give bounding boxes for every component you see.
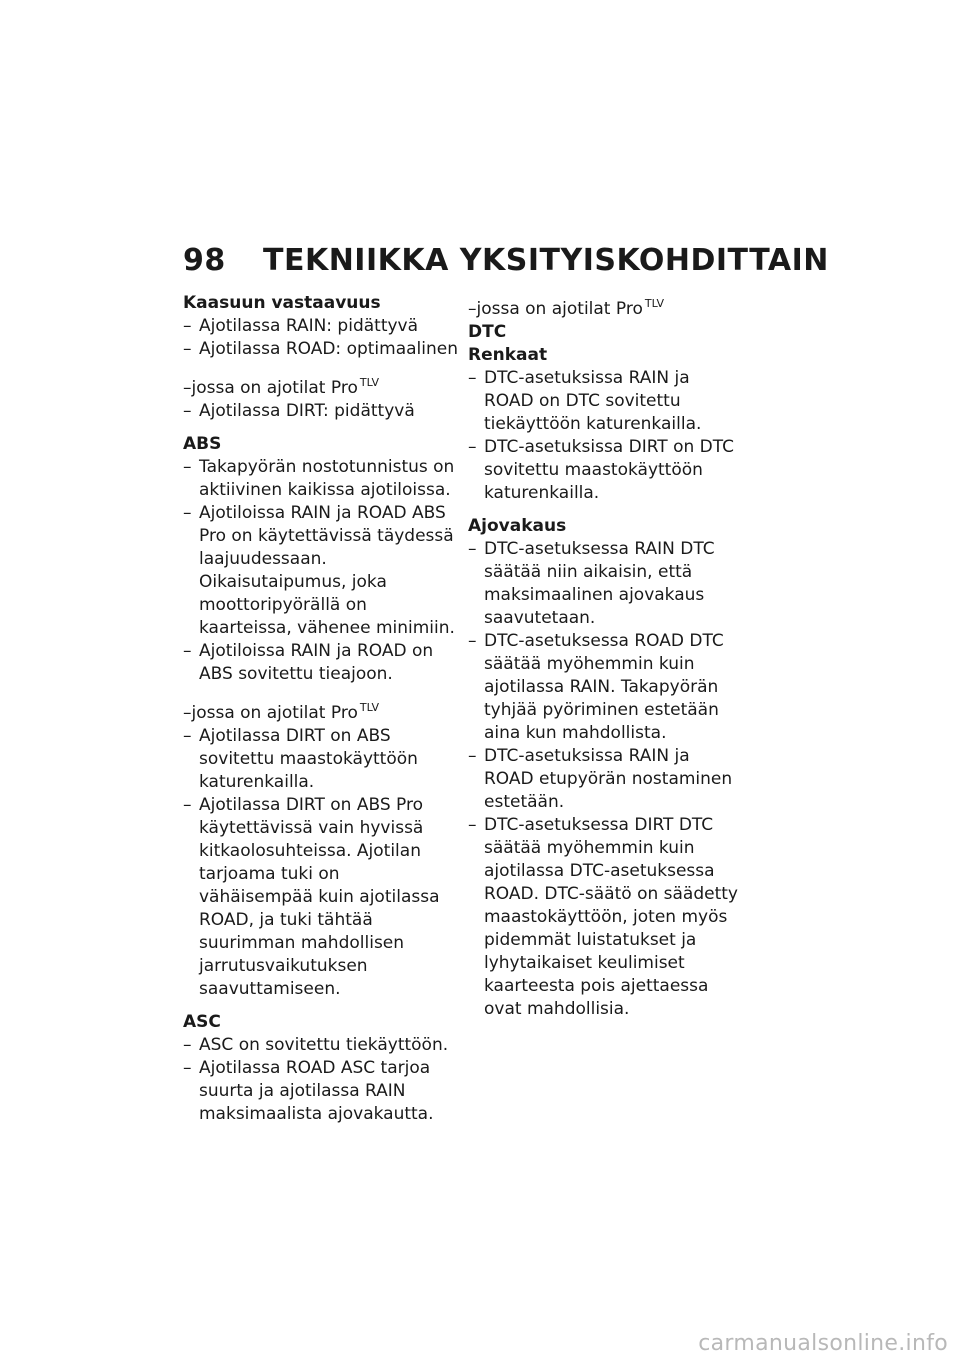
left-column xyxy=(183,292,458,1126)
watermark: carmanualsonline.info xyxy=(698,1331,948,1356)
section-subtitle-tyres: Renkaat xyxy=(468,345,548,365)
page-title: TEKNIIKKA YKSITYISKOHDITTAIN xyxy=(263,243,829,278)
throttle-list xyxy=(183,315,458,361)
page-number: 98 xyxy=(183,243,226,278)
list-item: – Ajotilassa ROAD: optimaalinen xyxy=(183,338,458,361)
dtc-tyres-list xyxy=(468,367,743,505)
list-item: – DTC-asetuksissa RAIN ja ROAD on DTC sovitettu tiekäyttöön katurenkailla. xyxy=(468,367,743,436)
stability-list xyxy=(468,538,743,1021)
option-note-sup: TLV xyxy=(644,297,665,310)
list-item: – Ajotilassa DIRT: pidättyvä xyxy=(183,400,458,423)
list-item: – Takapyörän nostotunnistus on aktiivinen kaikissa ajotiloissa. xyxy=(183,456,458,502)
page-header xyxy=(183,243,829,278)
list-item: – DTC-asetuksissa DIRT on DTC sovitettu maastokäyttöön katurenkailla. xyxy=(468,436,743,505)
section-title-throttle: Kaasuun vastaavuus xyxy=(183,293,381,313)
section-title-asc: ASC xyxy=(183,1012,221,1032)
option-note-text: –jossa on ajotilat Pro xyxy=(183,703,358,723)
list-item: – Ajotiloissa RAIN ja ROAD ABS Pro on käytettävissä täydessä laajuudessaan. Oikaisutaipumus, joka moottoripyörällä on kaarteissa, vähenee minimiin. xyxy=(183,502,458,640)
option-note xyxy=(468,292,743,321)
option-note-text: –jossa on ajotilat Pro xyxy=(468,299,643,319)
asc-list xyxy=(183,1034,458,1126)
section-title-abs: ABS xyxy=(183,434,222,454)
option-note xyxy=(183,371,458,400)
list-item: – DTC-asetuksessa RAIN DTC säätää niin aikaisin, että maksimaalinen ajovakaus saavutetaan. xyxy=(468,538,743,630)
abs-list xyxy=(183,456,458,686)
section-title-dtc: DTC xyxy=(468,322,507,342)
abs-list-2 xyxy=(183,725,458,1001)
list-item: – Ajotilassa ROAD ASC tarjoa suurta ja ajotilassa RAIN maksimaalista ajovakautta. xyxy=(183,1057,458,1126)
section-title-stability: Ajovakaus xyxy=(468,516,567,536)
list-item: – Ajotilassa DIRT on ABS sovitettu maastokäyttöön katurenkailla. xyxy=(183,725,458,794)
option-note-sup: TLV xyxy=(359,701,380,714)
list-item: – Ajotilassa RAIN: pidättyvä xyxy=(183,315,458,338)
list-item: – DTC-asetuksessa ROAD DTC säätää myöhemmin kuin ajotilassa RAIN. Takapyörän tyhjää pyöriminen estetään aina kun mahdollista. xyxy=(468,630,743,745)
list-item: – DTC-asetuksissa RAIN ja ROAD etupyörän nostaminen estetään. xyxy=(468,745,743,814)
option-note xyxy=(183,696,458,725)
option-note-sup: TLV xyxy=(359,376,380,389)
content-columns xyxy=(183,292,783,1124)
list-item: – ASC on sovitettu tiekäyttöön. xyxy=(183,1034,458,1057)
option-note-text: –jossa on ajotilat Pro xyxy=(183,378,358,398)
list-item: – Ajotilassa DIRT on ABS Pro käytettävissä vain hyvissä kitkaolosuhteissa. Ajotilan tarjoama tuki on vähäisempää kuin ajotilassa ROAD, ja tuki tähtää suurimman mahdollisen jarrutusvaikutuksen saavuttamiseen. xyxy=(183,794,458,1001)
throttle-list-2 xyxy=(183,400,458,423)
list-item: – DTC-asetuksessa DIRT DTC säätää myöhemmin kuin ajotilassa DTC-asetuksessa ROAD. DTC-säätö on säädetty maastokäyttöön, joten myös pidemmät luistatukset ja lyhytaikaiset keulimiset kaarteesta pois ajettaessa ovat mahdollisia. xyxy=(468,814,743,1021)
right-column xyxy=(468,292,743,1021)
list-item: – Ajotiloissa RAIN ja ROAD on ABS sovitettu tieajoon. xyxy=(183,640,458,686)
